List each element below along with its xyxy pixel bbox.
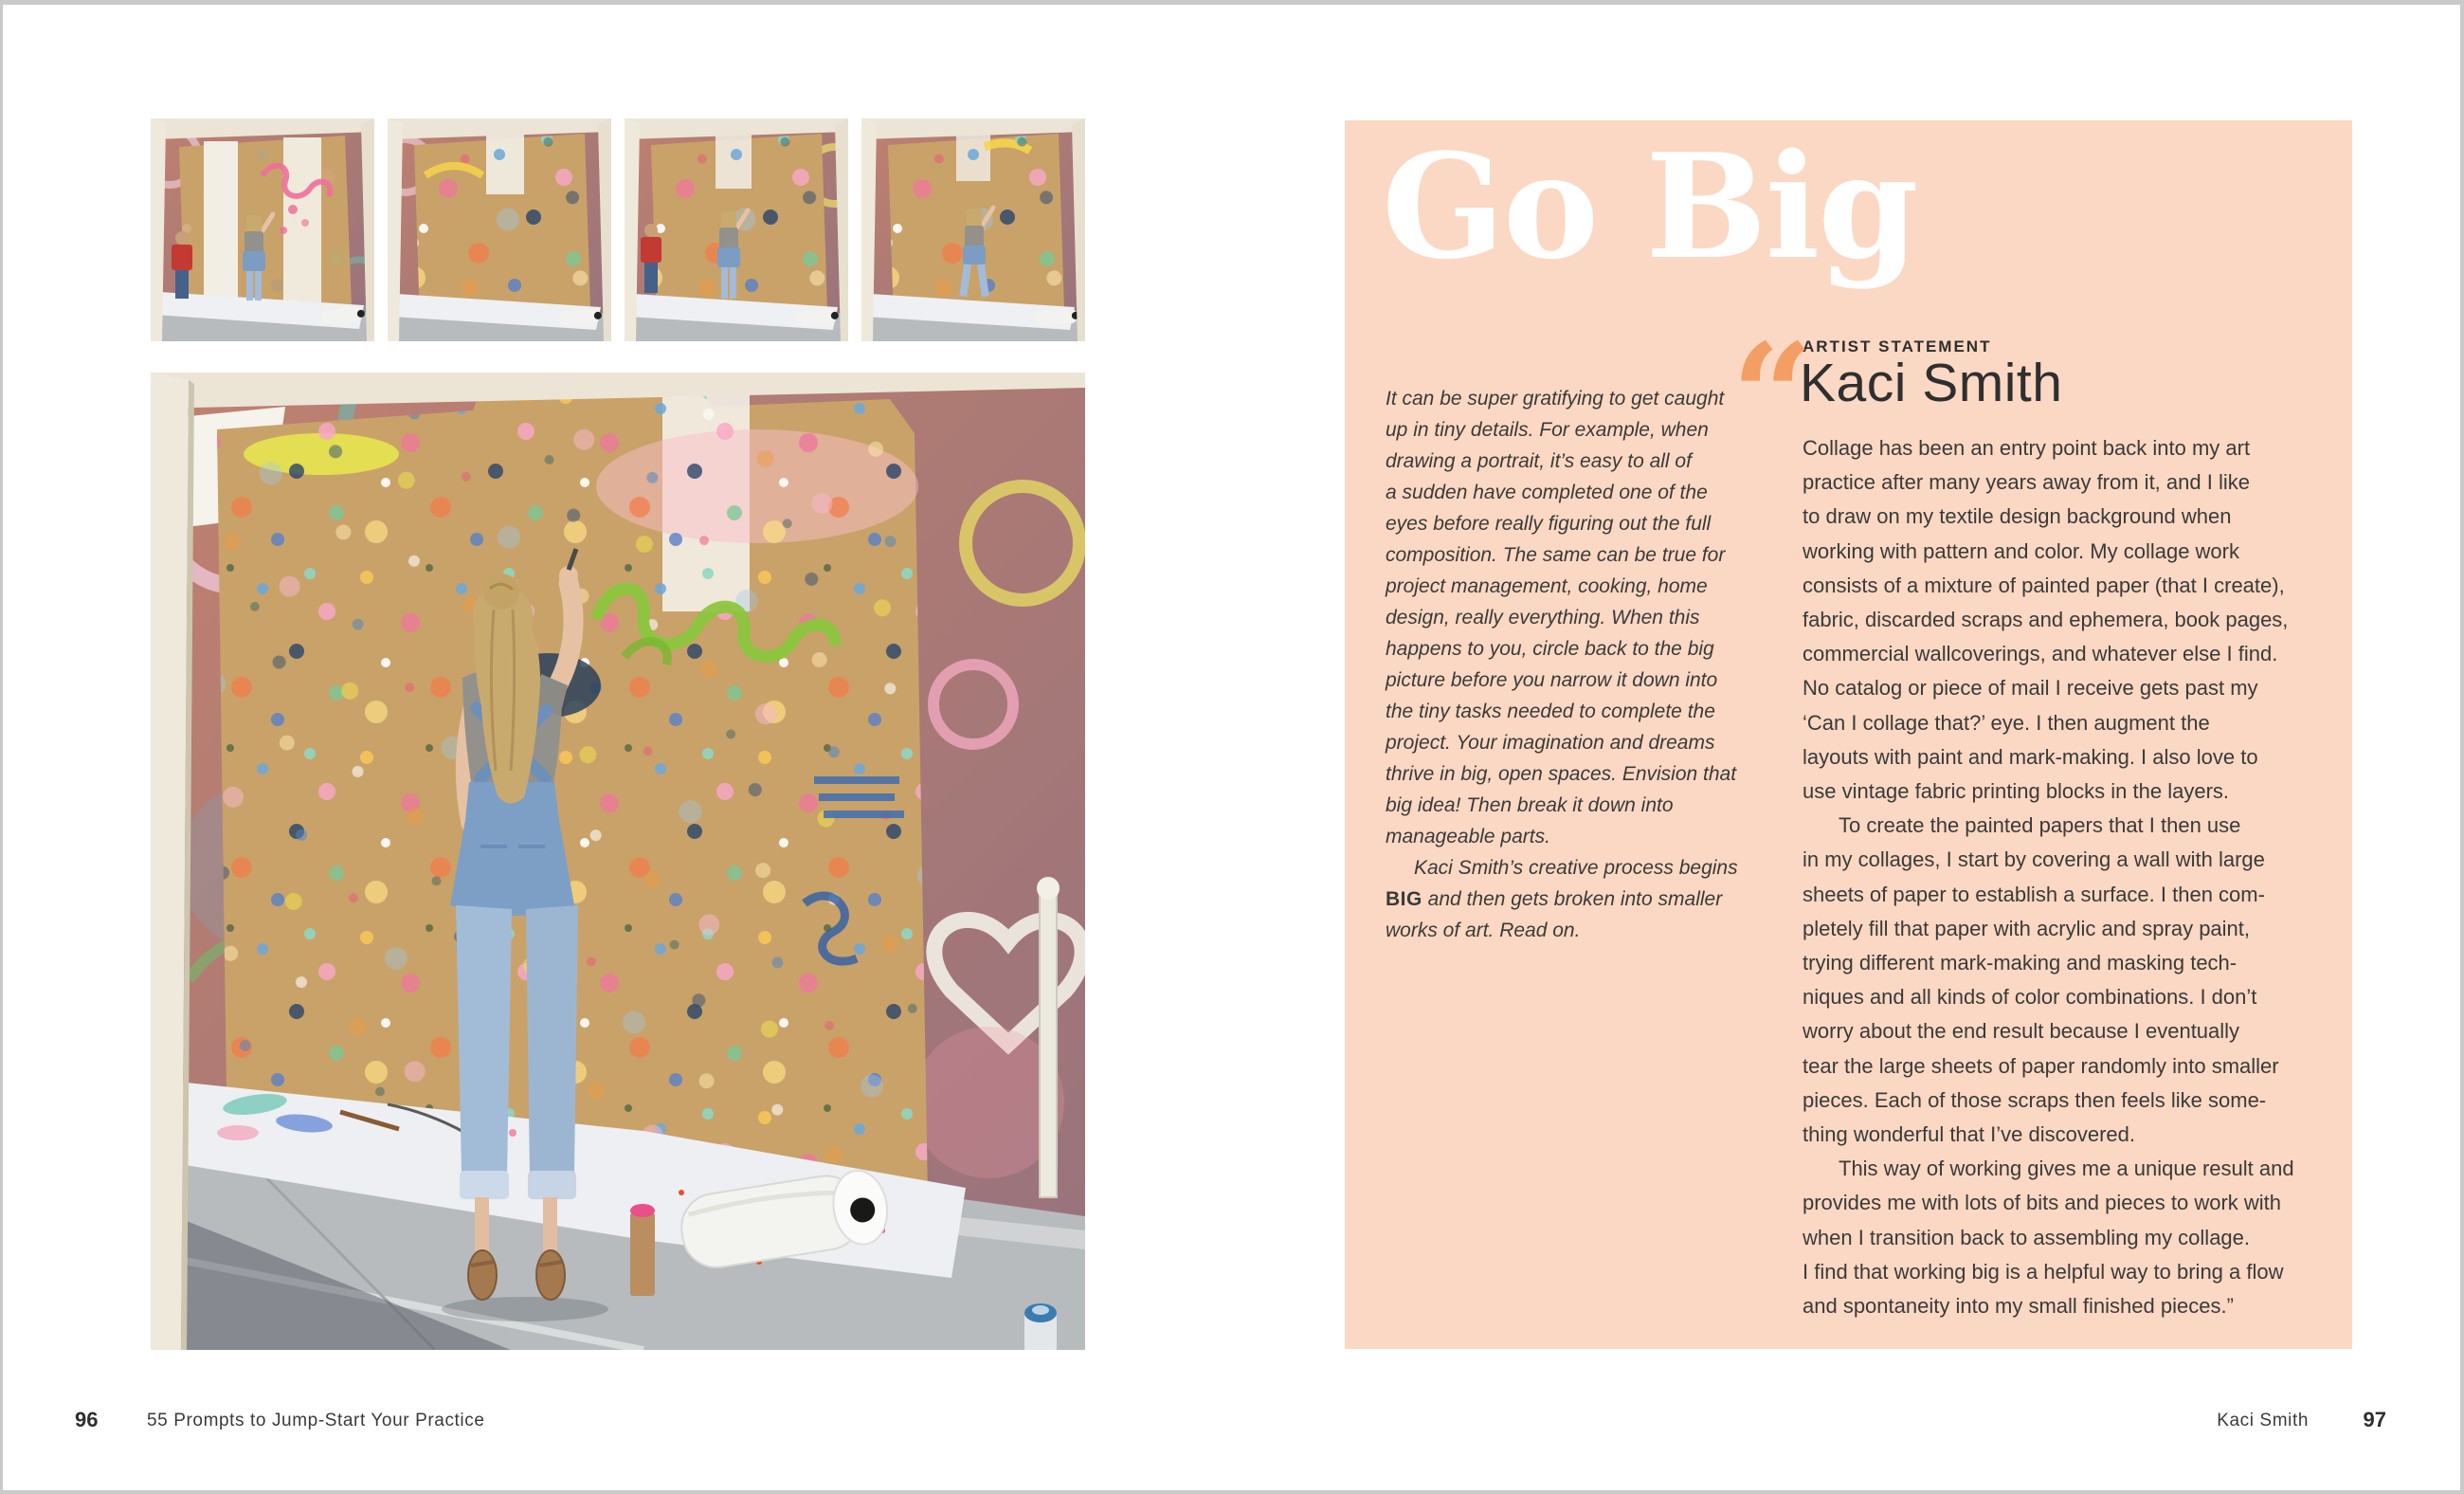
text-line: This way of working gives me a unique result and: [1839, 1157, 2294, 1181]
text-line: up in tiny details. For example, when: [1386, 419, 1709, 441]
running-footer-left: 55 Prompts to Jump-Start Your Practice: [147, 1411, 485, 1430]
text-line: a sudden have completed one of the: [1386, 482, 1708, 503]
text-line: fabric, discarded scraps and ephemera, book pages,: [1803, 608, 2289, 632]
text-line: ‘Can I collage that?’ eye. I then augment the: [1803, 710, 2210, 735]
text-line: pletely fill that paper with acrylic and spray paint,: [1803, 916, 2251, 940]
text-line: picture before you narrow it down into: [1386, 669, 1718, 691]
artist-name-heading: Kaci Smith: [1800, 353, 2063, 413]
process-photo-thumbnail-1: [151, 118, 374, 341]
text-line: when I transition back to assembling my collage.: [1803, 1225, 2251, 1249]
text-line: practice after many years away from it, and I like: [1803, 470, 2250, 495]
text-line: To create the painted papers that I then use: [1839, 813, 2241, 838]
text-line: use vintage fabric printing blocks in the layers.: [1803, 779, 2230, 804]
text-line: Collage has been an entry point back into my art: [1803, 436, 2251, 460]
text-line: Kaci Smith’s creative process begins: [1414, 857, 1738, 879]
artist-statement-label: ARTIST STATEMENT: [1803, 337, 1992, 355]
text-line: No catalog or piece of mail I receive gets past my: [1803, 676, 2258, 701]
text-line: happens to you, circle back to the big: [1386, 638, 1714, 660]
spray-can-pink: [630, 1204, 655, 1296]
white-pipe: [1037, 877, 1060, 1197]
text-line: provides me with lots of bits and pieces to work with: [1803, 1191, 2282, 1215]
process-photo-thumbnail-2: [388, 118, 611, 341]
text-line: commercial wallcoverings, and whatever else I find.: [1803, 642, 2278, 666]
text-line: big idea! Then break it down into: [1386, 794, 1674, 816]
text-line: sheets of paper to establish a surface. I then com-: [1803, 882, 2265, 906]
text-line: layouts with paint and mark-making. I also love to: [1803, 744, 2258, 769]
text-line: the tiny tasks needed to complete the: [1386, 701, 1715, 722]
text-line: drawing a portrait, it’s easy to all of: [1386, 450, 1692, 472]
text-line: thrive in big, open spaces. Envision that: [1386, 763, 1737, 785]
intro-italic-text: [1386, 383, 1736, 946]
text-line: works of art. Read on.: [1386, 920, 1581, 941]
text-line: worry about the end result because I eventually: [1803, 1019, 2240, 1044]
process-photo-thumbnail-3: [625, 118, 848, 341]
text-line: in my collages, I start by covering a wall with large: [1803, 847, 2265, 872]
text-line: consists of a mixture of painted paper (that I create),: [1803, 573, 2285, 597]
text-line: thing wonderful that I’ve discovered.: [1803, 1122, 2135, 1147]
process-photo-thumbnail-4: [861, 118, 1085, 341]
text-line: trying different mark-making and masking tech-: [1803, 951, 2238, 975]
page-number-right: 97: [2363, 1408, 2386, 1431]
quote-mark-icon: “: [1731, 313, 1814, 480]
text-line: to draw on my textile design background when: [1803, 504, 2232, 529]
chapter-title: Go Big: [1382, 121, 1917, 291]
text-line: composition. The same can be true for: [1386, 544, 1726, 566]
text-line: working with pattern and color. My collage work: [1803, 538, 2239, 563]
text-line: design, really everything. When this: [1386, 607, 1700, 629]
text-line: BIG and then gets broken into smaller: [1386, 888, 1723, 910]
page-number-left: 96: [75, 1408, 99, 1431]
text-line: and spontaneity into my small finished pieces.”: [1803, 1294, 2234, 1319]
spray-can-blue: [1024, 1303, 1057, 1350]
text-line: pieces. Each of those scraps then feels like some-: [1803, 1087, 2267, 1112]
text-line: tear the large sheets of paper randomly into smaller: [1803, 1053, 2279, 1078]
main-process-photo: [151, 373, 1085, 1350]
page-background: [3, 5, 2460, 1490]
text-line: It can be super gratifying to get caught: [1386, 388, 1725, 410]
text-line: project management, cooking, home: [1386, 575, 1708, 597]
text-line: niques and all kinds of color combinations. I don’t: [1803, 985, 2257, 1010]
text-line: manageable parts.: [1386, 826, 1550, 847]
text-line: project. Your imagination and dreams: [1386, 732, 1715, 754]
text-line: I find that working big is a helpful way to bring a flow: [1803, 1259, 2284, 1284]
text-line: eyes before really figuring out the full: [1386, 513, 1712, 535]
artist-statement-text: [1803, 431, 2333, 1323]
running-footer-right: Kaci Smith: [2217, 1411, 2309, 1430]
